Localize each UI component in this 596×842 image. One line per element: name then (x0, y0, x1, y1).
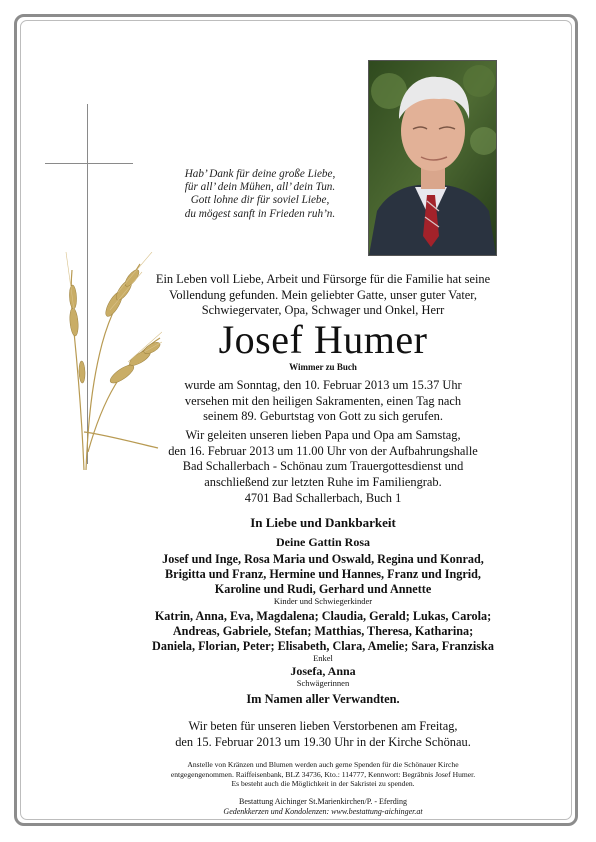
poem-line: Hab’ Dank für deine große Liebe, (184, 168, 336, 180)
funeral-notice: Wir geleiten unseren lieben Papa und Opa am Samstag, den 16. Februar 2013 um 11.00 Uhr von der Aufbahrungshalle Bad Schallerbach - Schönau zum Trauergottesdienst und anschließend zur letzten Ruhe im Familiengrab. (168, 428, 478, 489)
wife-line: Deine Gattin Rosa (276, 535, 370, 549)
death-notice: wurde am Sonntag, den 10. Februar 2013 um 15.37 Uhr versehen mit den heiligen Sakramenten, einen Tag nach seinem 89. Geburtstag von Gott zu sich gerufen. (184, 378, 462, 423)
address: 4701 Bad Schallerbach, Buch 1 (244, 491, 402, 505)
grandchildren-caption: Enkel (313, 653, 333, 663)
deceased-nickname: Wimmer zu Buch (289, 362, 357, 372)
poem (160, 168, 360, 221)
grandchildren-list: Katrin, Anna, Eva, Magdalena; Claudia, Gerald; Lukas, Carola; Andreas, Gabriele, Stefan; Matthias, Theresa, Katharina; Daniela, Florian, Peter; Elisabeth, Clara, Amelie; Sara, Franziska (152, 609, 494, 653)
wheat-icon (62, 252, 162, 472)
relatives-line: Im Namen aller Verwandten. (246, 692, 400, 706)
sisters-in-law: Josefa, Anna (290, 664, 356, 678)
deceased-name: Josef Humer (218, 317, 428, 362)
undertaker-info: Bestattung Aichinger St.Marienkirchen/P. - Eferding Gedenkkerzen und Kondolenzen: www.bestattung-aichinger.at (150, 797, 496, 816)
cross-icon-horizontal (45, 163, 133, 164)
intro-text: Ein Leben voll Liebe, Arbeit und Fürsorge für die Familie hat seine Vollendung gefunden. Mein geliebter Gatte, unser guter Vater, Schwiegervater, Opa, Schwager und Onkel, Herr (155, 272, 491, 317)
children-list: Josef und Inge, Rosa Maria und Oswald, Regina und Konrad, Brigitta und Franz, Hermine und Hannes, Franz und Ingrid, Karoline und Rudi, Gerhard und Annette (162, 552, 484, 596)
love-heading: In Liebe und Dankbarkeit (250, 515, 396, 530)
poem-line: für all’ dein Mühen, all’ dein Tun. (184, 181, 336, 194)
portrait-photo (368, 60, 497, 256)
donation-note: Anstelle von Kränzen und Blumen werden auch gerne Spenden für die Schönauer Kirche entgegengenommen. Raiffeisenbank, BLZ 34736, Kto.: 114777, Kennwort: Begräbnis Josef Humer. Es besteht auch die Möglichkeit in der Sakristei zu spenden. (170, 760, 476, 789)
poem-line: Gott lohne dir für soviel Liebe, (190, 194, 330, 207)
undertaker-contact[interactable]: Gedenkkerzen und Kondolenzen: www.bestattung-aichinger.at (223, 806, 423, 816)
prayer-notice: Wir beten für unseren lieben Verstorbenen am Freitag, den 15. Februar 2013 um 19.30 Uhr in der Kirche Schönau. (175, 719, 471, 749)
poem-line: du mögest sanft in Frieden ruh’n. (184, 207, 336, 220)
sisters-in-law-caption: Schwägerinnen (296, 678, 350, 688)
children-caption: Kinder und Schwiegerkinder (273, 596, 373, 606)
